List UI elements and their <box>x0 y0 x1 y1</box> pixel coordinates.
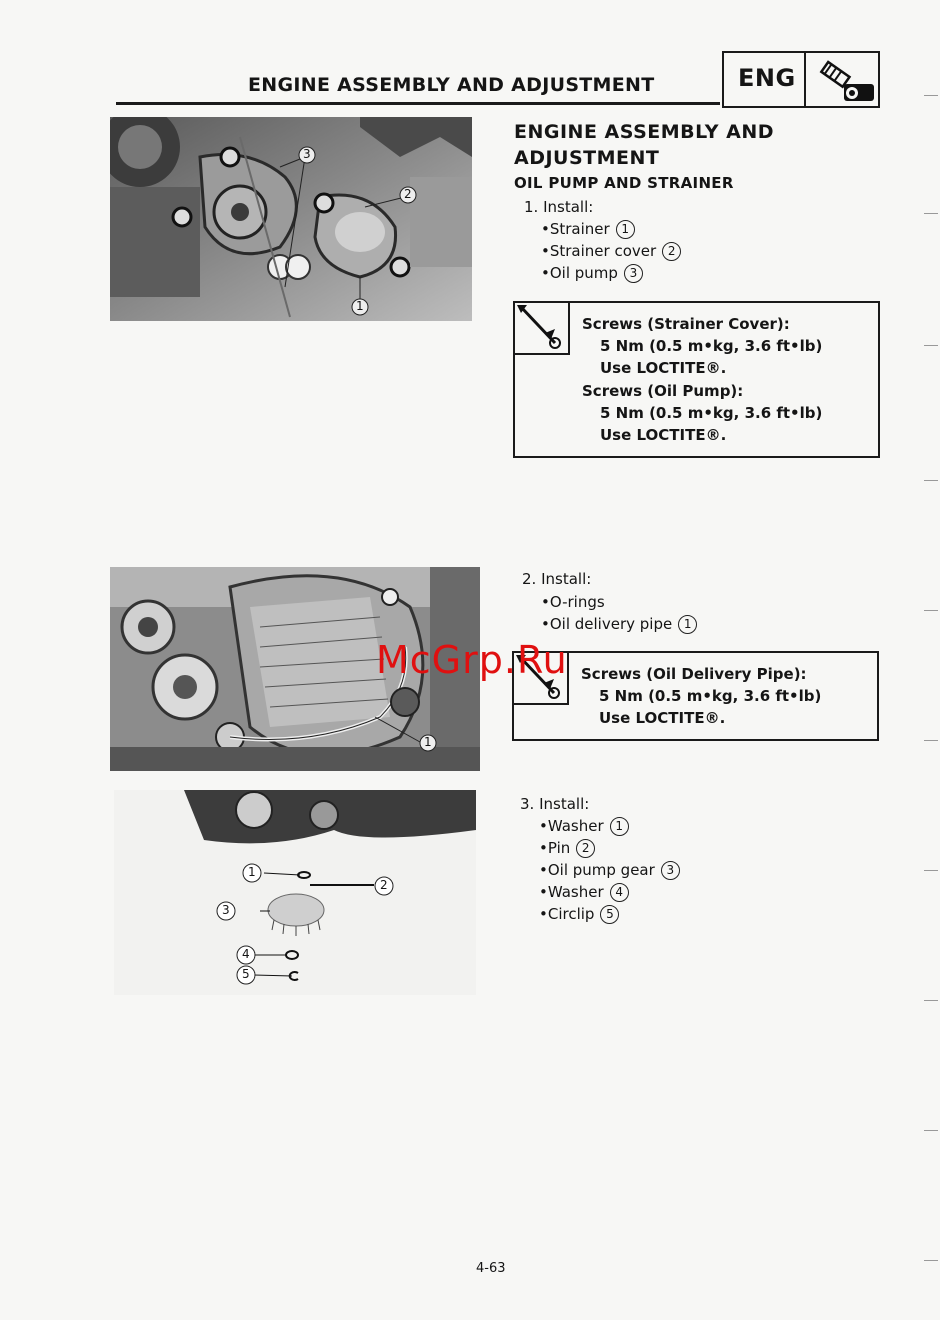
step-3-item: •Circlip 5 <box>539 905 619 924</box>
edge-mark <box>924 345 938 346</box>
edge-mark <box>924 870 938 871</box>
step-1-item: •Strainer cover 2 <box>541 242 681 261</box>
callout: 2 <box>380 878 388 892</box>
callout: 1 <box>356 299 364 313</box>
header-title: ENGINE ASSEMBLY AND ADJUSTMENT <box>248 74 655 96</box>
step-2-label: 2. Install: <box>522 570 592 588</box>
section-code: ENG <box>738 64 796 92</box>
edge-mark <box>924 1130 938 1131</box>
section-subtitle: OIL PUMP AND STRAINER <box>514 174 734 192</box>
torque-line: Screws (Oil Pump): <box>582 382 744 400</box>
torque-box-1 <box>513 301 880 458</box>
edge-mark <box>924 95 938 96</box>
step-3-item: •Oil pump gear 3 <box>539 861 680 880</box>
torque-line: 5 Nm (0.5 m•kg, 3.6 ft•lb) <box>600 404 823 422</box>
callout: 4 <box>242 947 250 961</box>
step-1-item: •Strainer 1 <box>541 220 635 239</box>
torque-line: Use LOCTITE®. <box>599 709 726 727</box>
torque-wrench-icon <box>515 303 566 351</box>
step-3-label: 3. Install: <box>520 795 590 813</box>
watermark: McGrp.Ru <box>376 638 568 682</box>
step-3-item: •Pin 2 <box>539 839 595 858</box>
callout: 3 <box>222 903 230 917</box>
torque-wrench-icon-box <box>515 303 570 355</box>
oil-pump-photo <box>110 117 472 321</box>
step-2-item: •Oil delivery pipe 1 <box>541 615 697 634</box>
callout: 1 <box>248 865 256 879</box>
step-1-item: •Oil pump 3 <box>541 264 643 283</box>
edge-mark <box>924 740 938 741</box>
callout: 2 <box>404 187 412 201</box>
callout: 1 <box>424 735 432 749</box>
edge-mark <box>924 1000 938 1001</box>
edge-mark <box>924 610 938 611</box>
callout: 3 <box>303 147 311 161</box>
torque-line: Screws (Oil Delivery Pipe): <box>581 665 807 683</box>
torque-line: Use LOCTITE®. <box>600 359 727 377</box>
torque-line: Use LOCTITE®. <box>600 426 727 444</box>
step-3-item: •Washer 1 <box>539 817 629 836</box>
engine-oil-can-icon <box>810 58 878 104</box>
edge-mark <box>924 1260 938 1261</box>
torque-line: 5 Nm (0.5 m•kg, 3.6 ft•lb) <box>599 687 822 705</box>
step-3-item: •Washer 4 <box>539 883 629 902</box>
edge-mark <box>924 480 938 481</box>
torque-line: Screws (Strainer Cover): <box>582 315 790 333</box>
step-2-item: •O-rings <box>541 593 605 611</box>
page-number: 4-63 <box>476 1261 506 1276</box>
header-rule <box>116 102 720 105</box>
callout: 5 <box>242 967 250 981</box>
torque-line: 5 Nm (0.5 m•kg, 3.6 ft•lb) <box>600 337 823 355</box>
edge-mark <box>924 213 938 214</box>
section-title: ENGINE ASSEMBLY AND ADJUSTMENT <box>514 121 775 169</box>
oil-pump-gear-photo <box>114 790 476 995</box>
step-1-label: 1. Install: <box>524 198 594 216</box>
